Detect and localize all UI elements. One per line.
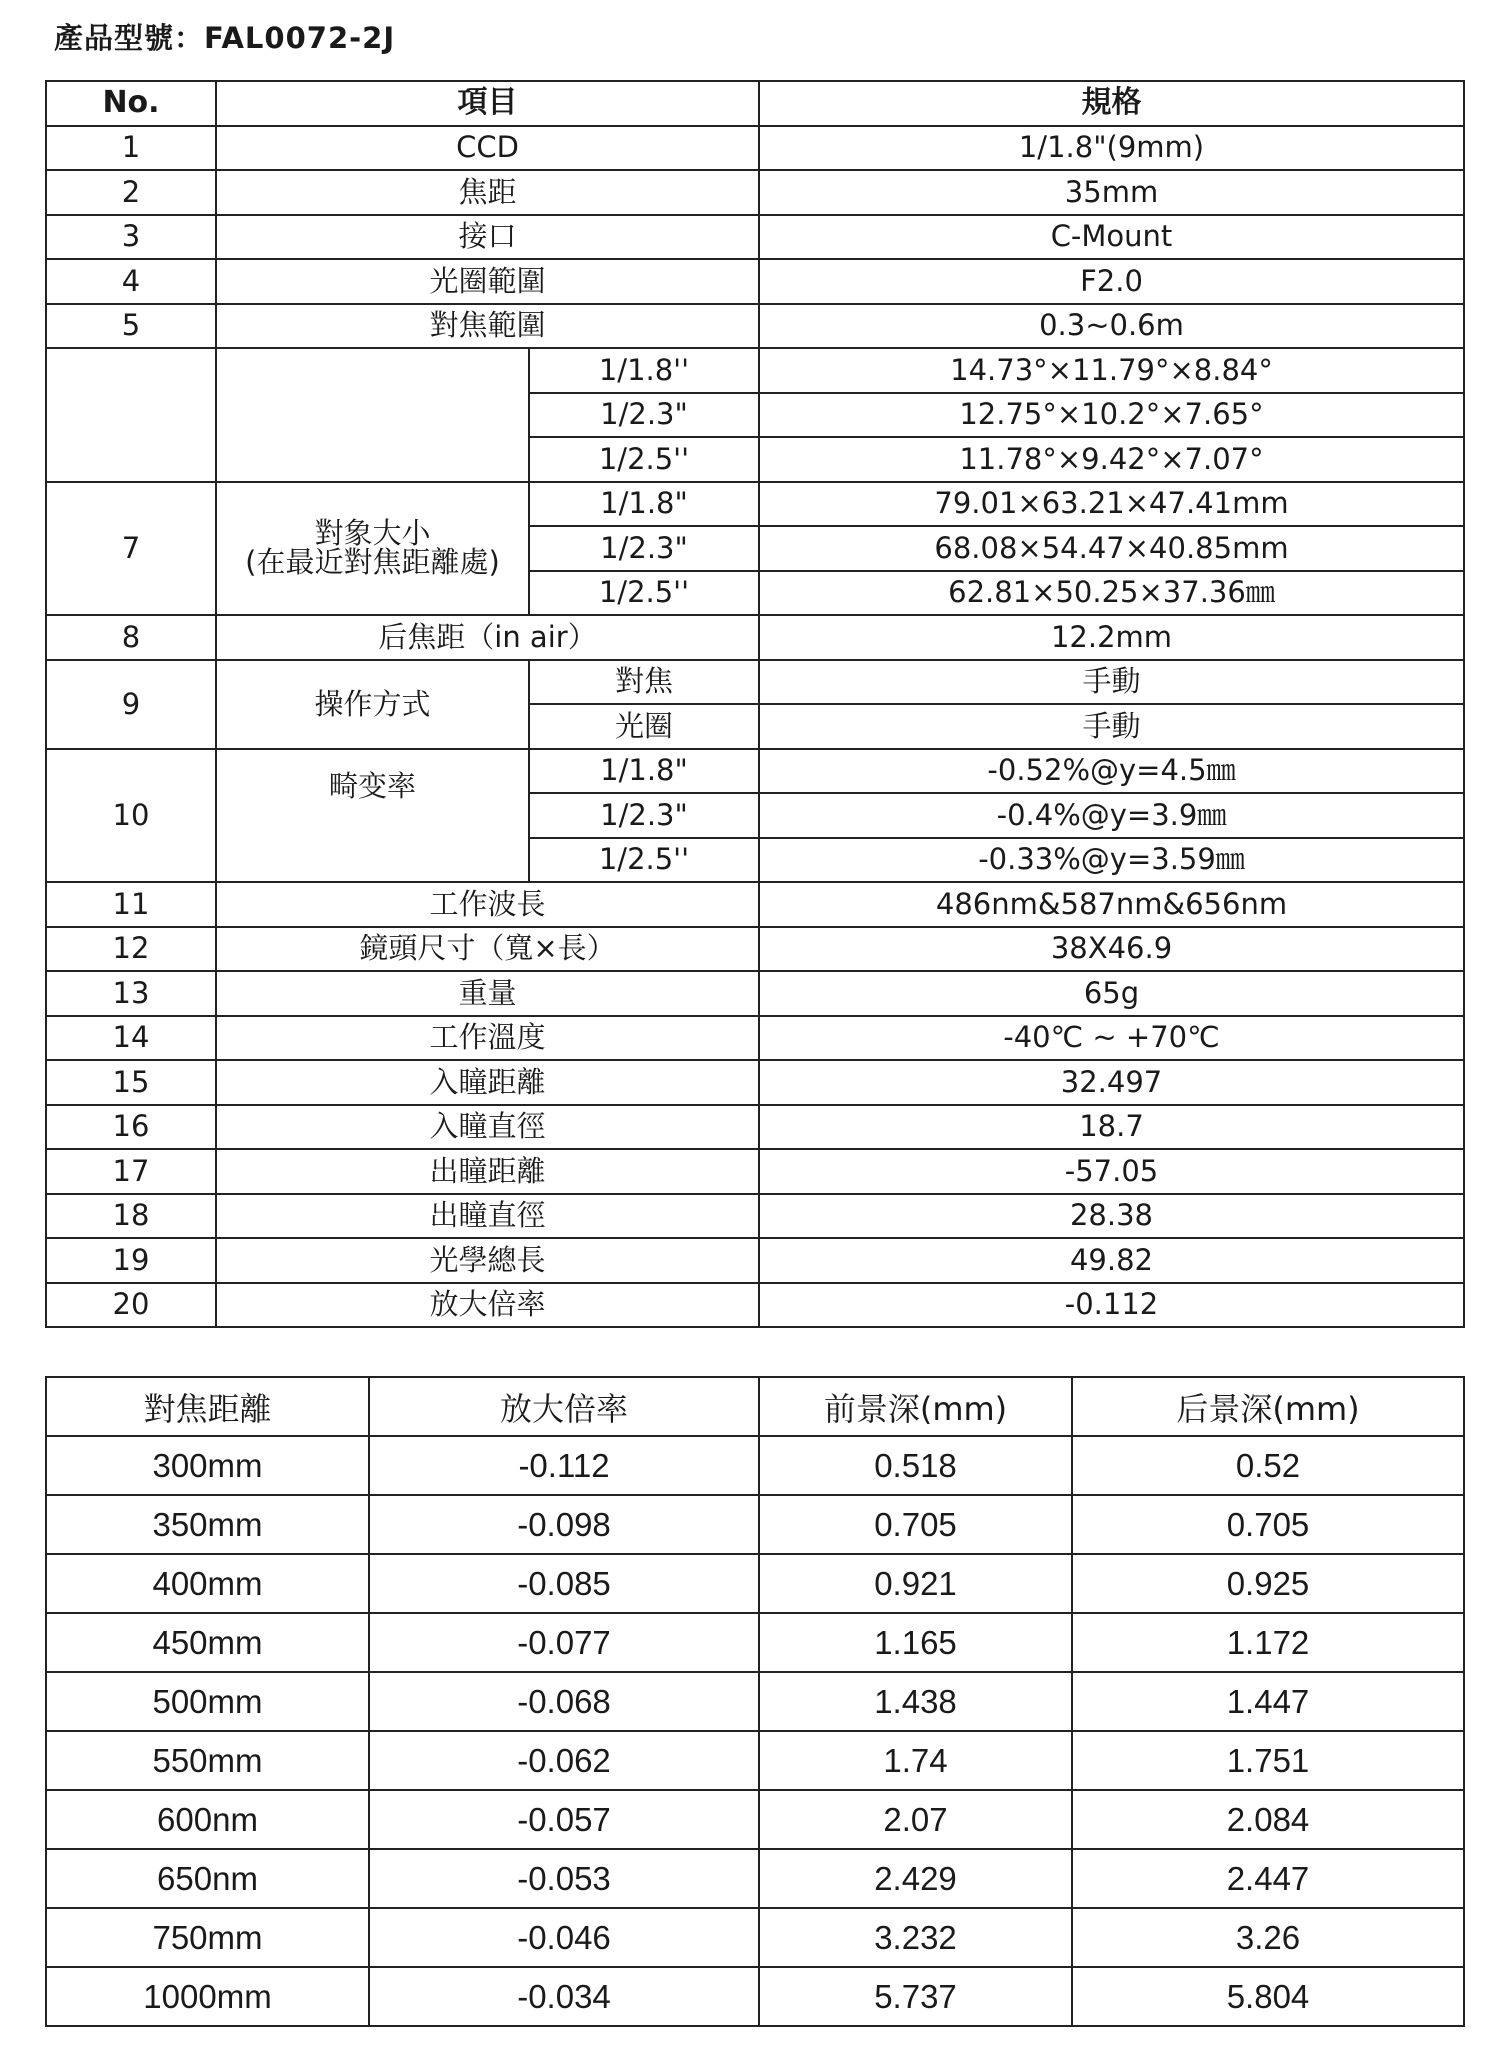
row-no: 2: [46, 170, 216, 215]
sub-value: 68.08×54.47×40.85mm: [759, 526, 1464, 571]
sub-size: 對焦: [529, 660, 759, 705]
dof-row: [46, 1613, 1464, 1672]
focus-distance: 750mm: [46, 1908, 369, 1967]
spec-row: [46, 971, 1464, 1016]
product-model-title: 產品型號：FAL0072-2J: [54, 21, 396, 55]
row-value: -40℃ ~ +70℃: [759, 1016, 1464, 1061]
row-item: 接口: [216, 215, 759, 260]
focus-distance: 1000mm: [46, 1967, 369, 2026]
row-value: 486nm&587nm&656nm: [759, 882, 1464, 927]
rear-dof: 3.26: [1072, 1908, 1464, 1967]
row-value: -0.112: [759, 1283, 1464, 1328]
front-dof: 0.921: [759, 1554, 1072, 1613]
sub-size: 1/2.5'': [529, 838, 759, 883]
spec-row: [46, 1238, 1464, 1283]
row-value: 18.7: [759, 1105, 1464, 1150]
sub-value: 手動: [759, 660, 1464, 705]
header-focus-distance: 對焦距離: [46, 1377, 369, 1436]
sub-value: 12.75°×10.2°×7.65°: [759, 393, 1464, 438]
sub-value: -0.4%@y=3.9㎜: [759, 793, 1464, 838]
rear-dof: 2.084: [1072, 1790, 1464, 1849]
sub-value: 11.78°×9.42°×7.07°: [759, 437, 1464, 482]
row-no: 12: [46, 927, 216, 972]
front-dof: 0.705: [759, 1495, 1072, 1554]
sub-size: 1/1.8'': [529, 348, 759, 393]
sub-value: 62.81×50.25×37.36㎜: [759, 571, 1464, 616]
row-value: 35mm: [759, 170, 1464, 215]
front-dof: 3.232: [759, 1908, 1072, 1967]
row-item: 操作方式: [216, 660, 529, 749]
row-item: 入瞳直徑: [216, 1105, 759, 1150]
focus-distance: 550mm: [46, 1731, 369, 1790]
row-item: 畸变率: [216, 749, 529, 883]
row-value: -57.05: [759, 1149, 1464, 1194]
header-rear-dof: 后景深(mm): [1072, 1377, 1464, 1436]
header-no: No.: [46, 81, 216, 126]
row-value: 12.2mm: [759, 615, 1464, 660]
rear-dof: 5.804: [1072, 1967, 1464, 2026]
row-value: 49.82: [759, 1238, 1464, 1283]
front-dof: 1.438: [759, 1672, 1072, 1731]
item-line: 對象大小: [314, 516, 431, 551]
row-value: 1/1.8"(9mm): [759, 126, 1464, 171]
focus-distance: 400mm: [46, 1554, 369, 1613]
row-no: 1: [46, 126, 216, 171]
sub-size: 1/1.8": [529, 749, 759, 794]
row-no: 16: [46, 1105, 216, 1150]
front-dof: 1.74: [759, 1731, 1072, 1790]
row-no: 20: [46, 1283, 216, 1328]
row-item: 光學總長: [216, 1238, 759, 1283]
row-no: 9: [46, 660, 216, 749]
row-item-empty: [216, 348, 529, 482]
magnification: -0.034: [369, 1967, 759, 2026]
row-item: 工作溫度: [216, 1016, 759, 1061]
rear-dof: 0.52: [1072, 1436, 1464, 1495]
row-no: 17: [46, 1149, 216, 1194]
dof-row: [46, 1967, 1464, 2026]
spec-row: [46, 348, 1464, 393]
dof-row: [46, 1849, 1464, 1908]
header-magnification: 放大倍率: [369, 1377, 759, 1436]
focus-distance: 300mm: [46, 1436, 369, 1495]
focus-distance: 350mm: [46, 1495, 369, 1554]
row-item: 放大倍率: [216, 1283, 759, 1328]
row-value: F2.0: [759, 259, 1464, 304]
spec-table: [45, 80, 1465, 1328]
sub-value: -0.33%@y=3.59㎜: [759, 838, 1464, 883]
item-line: (在最近對焦距離處): [245, 545, 500, 580]
magnification: -0.085: [369, 1554, 759, 1613]
spec-row: [46, 749, 1464, 794]
header-item: 項目: [216, 81, 759, 126]
magnification: -0.068: [369, 1672, 759, 1731]
spec-row: [46, 259, 1464, 304]
dof-row: [46, 1554, 1464, 1613]
dof-row: [46, 1790, 1464, 1849]
spec-row: [46, 1194, 1464, 1239]
rear-dof: 1.447: [1072, 1672, 1464, 1731]
focus-distance: 650nm: [46, 1849, 369, 1908]
rear-dof: 0.705: [1072, 1495, 1464, 1554]
spec-row: [46, 1149, 1464, 1194]
spec-row: [46, 215, 1464, 260]
row-item: 出瞳距離: [216, 1149, 759, 1194]
spec-row: [46, 304, 1464, 349]
row-item-object-size: [216, 482, 529, 616]
focus-distance: 600nm: [46, 1790, 369, 1849]
row-no: 15: [46, 1060, 216, 1105]
sub-size: 1/2.3": [529, 793, 759, 838]
magnification: -0.077: [369, 1613, 759, 1672]
row-no: 11: [46, 882, 216, 927]
depth-of-field-table: [45, 1376, 1465, 2027]
magnification: -0.112: [369, 1436, 759, 1495]
spec-row: [46, 927, 1464, 972]
row-item: CCD: [216, 126, 759, 171]
rear-dof: 0.925: [1072, 1554, 1464, 1613]
rear-dof: 1.751: [1072, 1731, 1464, 1790]
front-dof: 2.429: [759, 1849, 1072, 1908]
dof-row: [46, 1731, 1464, 1790]
sub-size: 1/1.8": [529, 482, 759, 527]
row-no: 14: [46, 1016, 216, 1061]
row-item: 出瞳直徑: [216, 1194, 759, 1239]
row-value: 0.3~0.6m: [759, 304, 1464, 349]
magnification: -0.062: [369, 1731, 759, 1790]
row-item: 焦距: [216, 170, 759, 215]
sub-value: 14.73°×11.79°×8.84°: [759, 348, 1464, 393]
sub-value: -0.52%@y=4.5㎜: [759, 749, 1464, 794]
row-item: 工作波長: [216, 882, 759, 927]
magnification: -0.098: [369, 1495, 759, 1554]
sub-value: 手動: [759, 704, 1464, 749]
spec-row: [46, 482, 1464, 527]
focus-distance: 450mm: [46, 1613, 369, 1672]
magnification: -0.053: [369, 1849, 759, 1908]
row-item: 對焦範圍: [216, 304, 759, 349]
row-no: 18: [46, 1194, 216, 1239]
row-no: 5: [46, 304, 216, 349]
row-item: 后焦距（in air）: [216, 615, 759, 660]
spec-row: [46, 170, 1464, 215]
sub-value: 79.01×63.21×47.41mm: [759, 482, 1464, 527]
row-no: 13: [46, 971, 216, 1016]
front-dof: 5.737: [759, 1967, 1072, 2026]
dof-row: [46, 1908, 1464, 1967]
row-item: 入瞳距離: [216, 1060, 759, 1105]
spec-row: [46, 1105, 1464, 1150]
sub-size: 1/2.3": [529, 393, 759, 438]
dof-header-row: [46, 1377, 1464, 1436]
row-no: 8: [46, 615, 216, 660]
rear-dof: 1.172: [1072, 1613, 1464, 1672]
spec-row: [46, 1016, 1464, 1061]
magnification: -0.057: [369, 1790, 759, 1849]
spec-row: [46, 1060, 1464, 1105]
spec-row: [46, 660, 1464, 705]
dof-row: [46, 1436, 1464, 1495]
row-value: 28.38: [759, 1194, 1464, 1239]
row-value: 38X46.9: [759, 927, 1464, 972]
row-no: 4: [46, 259, 216, 304]
sub-size: 光圈: [529, 704, 759, 749]
row-no: 3: [46, 215, 216, 260]
row-no: 19: [46, 1238, 216, 1283]
spec-row: [46, 126, 1464, 171]
row-item: 光圈範圍: [216, 259, 759, 304]
row-item: 重量: [216, 971, 759, 1016]
dof-row: [46, 1672, 1464, 1731]
row-no-empty: [46, 348, 216, 482]
sub-size: 1/2.3": [529, 526, 759, 571]
rear-dof: 2.447: [1072, 1849, 1464, 1908]
row-value: C-Mount: [759, 215, 1464, 260]
spec-header-row: [46, 81, 1464, 126]
row-item: 鏡頭尺寸（寬×長）: [216, 927, 759, 972]
front-dof: 2.07: [759, 1790, 1072, 1849]
spec-row: [46, 615, 1464, 660]
focus-distance: 500mm: [46, 1672, 369, 1731]
dof-row: [46, 1495, 1464, 1554]
sub-size: 1/2.5'': [529, 437, 759, 482]
row-value: 32.497: [759, 1060, 1464, 1105]
magnification: -0.046: [369, 1908, 759, 1967]
spec-row: [46, 1283, 1464, 1328]
header-front-dof: 前景深(mm): [759, 1377, 1072, 1436]
sub-size: 1/2.5'': [529, 571, 759, 616]
front-dof: 1.165: [759, 1613, 1072, 1672]
row-value: 65g: [759, 971, 1464, 1016]
front-dof: 0.518: [759, 1436, 1072, 1495]
header-spec: 規格: [759, 81, 1464, 126]
row-no: 10: [46, 749, 216, 883]
row-no: 7: [46, 482, 216, 616]
spec-row: [46, 882, 1464, 927]
